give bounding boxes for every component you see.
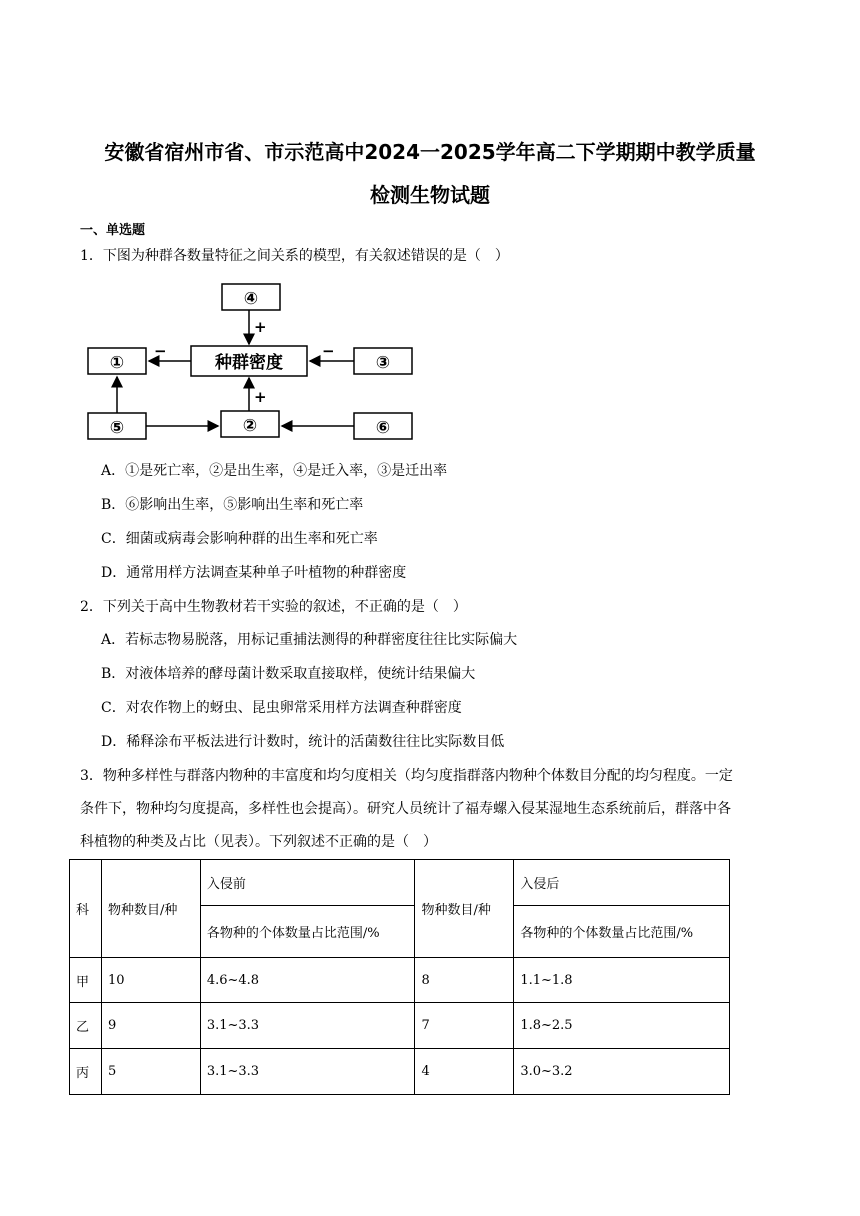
cell-family: 乙 xyxy=(70,1003,102,1049)
cell-r-before: 3.1~3.3 xyxy=(200,1003,415,1049)
center-label: 种群密度 xyxy=(215,353,283,373)
box-1-label: ① xyxy=(109,353,125,373)
cell-r-before: 4.6~4.8 xyxy=(200,958,415,1003)
q3-stem-line1: 3．物种多样性与群落内物种的丰富度和均匀度相关（均匀度指群落内物种个体数目分配的均匀程度。一定 xyxy=(80,768,733,784)
table-row xyxy=(70,1003,730,1049)
q2-option-d: D．稀释涂布平板法进行计数时，统计的活菌数往往比实际数目低 xyxy=(101,734,505,750)
box-4-label: ④ xyxy=(243,289,259,309)
cell-family: 甲 xyxy=(70,958,102,1003)
cell-r-before: 3.1~3.3 xyxy=(200,1049,415,1095)
sign-1: − xyxy=(154,342,167,360)
cell-r-after: 1.1~1.8 xyxy=(514,958,730,1003)
header-before: 入侵前 xyxy=(200,860,415,906)
box-5-label: ⑤ xyxy=(109,418,125,438)
q2-option-a: A．若标志物易脱落，用标记重捕法测得的种群密度往往比实际偏大 xyxy=(101,632,518,648)
box-3-label: ③ xyxy=(375,353,391,373)
q1-diagram xyxy=(80,278,420,444)
header-family: 科 xyxy=(70,860,102,958)
q1-option-c: C．细菌或病毒会影响种群的出生率和死亡率 xyxy=(101,531,378,547)
q2-option-c: C．对农作物上的蚜虫、昆虫卵常采用样方法调查种群密度 xyxy=(101,700,462,716)
header-species-after: 物种数目/种 xyxy=(415,860,514,958)
table-row xyxy=(70,1049,730,1095)
cell-n-before: 10 xyxy=(101,958,200,1003)
cell-n-after: 4 xyxy=(415,1049,514,1095)
q1-stem: 1．下图为种群各数量特征之间关系的模型，有关叙述错误的是（ ） xyxy=(80,248,509,264)
q3-stem-line2: 条件下，物种均匀度提高，多样性也会提高）。研究人员统计了福寿螺入侵某湿地生态系统前后，群落中各 xyxy=(80,801,731,817)
q1-option-b: B．⑥影响出生率，⑤影响出生率和死亡率 xyxy=(101,497,364,513)
cell-n-after: 7 xyxy=(415,1003,514,1049)
q1-option-a: A．①是死亡率，②是出生率，④是迁入率，③是迁出率 xyxy=(101,463,448,479)
cell-n-before: 5 xyxy=(101,1049,200,1095)
cell-r-after: 3.0~3.2 xyxy=(514,1049,730,1095)
box-2-label: ② xyxy=(242,416,258,436)
q2-option-b: B．对液体培养的酵母菌计数采取直接取样，使统计结果偏大 xyxy=(101,666,476,682)
doc-title-line2: 检测生物试题 xyxy=(370,183,490,207)
header-ratio-after: 各物种的个体数量占比范围/% xyxy=(514,906,730,958)
sign-4: + xyxy=(254,318,267,336)
cell-family: 丙 xyxy=(70,1049,102,1095)
section-heading: 一、单选题 xyxy=(80,223,146,238)
sign-3: − xyxy=(322,342,335,360)
q3-stem-line3: 科植物的种类及占比（见表）。下列叙述不正确的是（ ） xyxy=(80,834,437,850)
header-after: 入侵后 xyxy=(514,860,730,906)
header-species-before: 物种数目/种 xyxy=(101,860,200,958)
box-6-label: ⑥ xyxy=(375,418,391,438)
cell-n-after: 8 xyxy=(415,958,514,1003)
q1-option-d: D．通常用样方法调查某种单子叶植物的种群密度 xyxy=(101,565,407,581)
q3-table xyxy=(69,859,730,1095)
doc-title-line1: 安徽省宿州市省、市示范高中2024一2025学年高二下学期期中教学质量 xyxy=(104,140,756,164)
cell-n-before: 9 xyxy=(101,1003,200,1049)
table-row xyxy=(70,958,730,1003)
sign-2: + xyxy=(254,388,267,406)
header-ratio-before: 各物种的个体数量占比范围/% xyxy=(200,906,415,958)
cell-r-after: 1.8~2.5 xyxy=(514,1003,730,1049)
q2-stem: 2．下列关于高中生物教材若干实验的叙述，不正确的是（ ） xyxy=(80,599,467,615)
